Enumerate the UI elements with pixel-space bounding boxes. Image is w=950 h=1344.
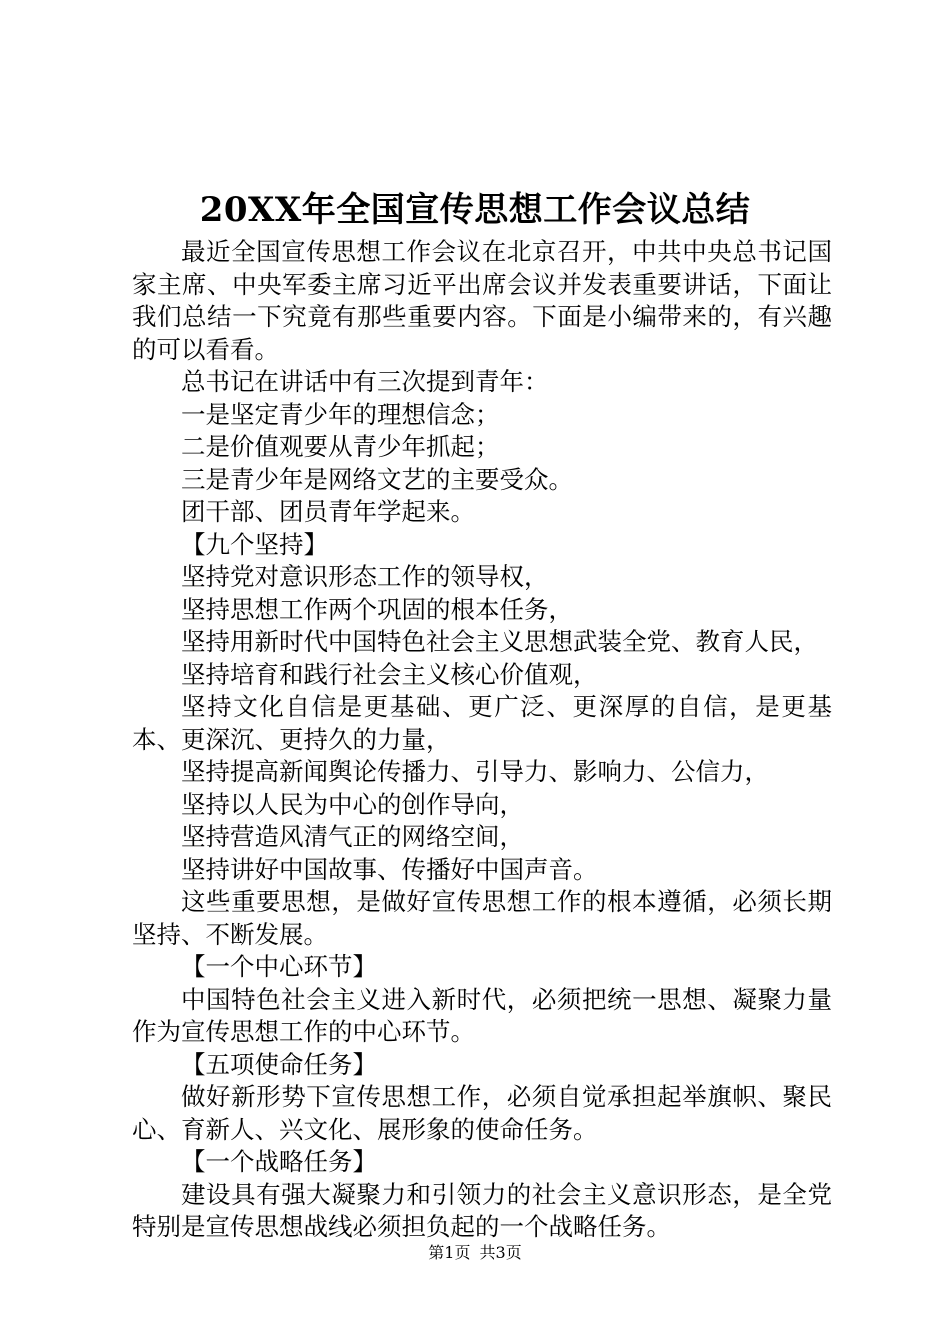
section-heading: 【五项使命任务】 bbox=[181, 1049, 377, 1079]
paragraph: 最近全国宣传思想工作会议在北京召开，中共中央总书记国家主席、中央军委主席习近平出席会议并发表重要讲话，下面让我们总结一下究竟有那些重要内容。下面是小编带来的，有兴趣的可以看看。 bbox=[132, 237, 832, 364]
document-title: 20XX年全国宣传思想工作会议总结 bbox=[199, 190, 751, 230]
paragraph: 坚持提高新闻舆论传播力、引导力、影响力、公信力， bbox=[181, 757, 769, 786]
page-total: 共3页 bbox=[479, 1243, 522, 1262]
paragraph: 三是青少年是网络文艺的主要受众。 bbox=[181, 464, 573, 494]
section-heading: 【一个中心环节】 bbox=[181, 952, 377, 981]
page-number: 第1页 bbox=[428, 1243, 471, 1262]
paragraph: 建设具有强大凝聚力和引领力的社会主义意识形态，是全党特别是宣传思想战线必须担负起的一个战略任务。 bbox=[132, 1179, 832, 1241]
document-body bbox=[132, 236, 832, 1244]
paragraph: 坚持党对意识形态工作的领导权， bbox=[181, 562, 549, 591]
page-footer bbox=[0, 1242, 950, 1264]
paragraph: 总书记在讲话中有三次提到青年： bbox=[181, 367, 549, 396]
section-heading: 【九个坚持】 bbox=[181, 529, 328, 559]
paragraph: 坚持文化自信是更基础、更广泛、更深厚的自信，是更基本、更深沉、更持久的力量， bbox=[132, 692, 832, 754]
paragraph: 坚持讲好中国故事、传播好中国声音。 bbox=[181, 854, 598, 884]
paragraph: 中国特色社会主义进入新时代，必须把统一思想、凝聚力量作为宣传思想工作的中心环节。 bbox=[132, 984, 832, 1046]
paragraph: 坚持用新时代中国特色社会主义思想武装全党、教育人民， bbox=[181, 627, 818, 656]
paragraph: 团干部、团员青年学起来。 bbox=[181, 497, 475, 526]
section-heading: 【一个战略任务】 bbox=[181, 1147, 377, 1176]
paragraph: 一是坚定青少年的理想信念； bbox=[181, 399, 500, 429]
paragraph: 这些重要思想，是做好宣传思想工作的根本遵循，必须长期坚持、不断发展。 bbox=[132, 887, 832, 949]
paragraph: 坚持培育和践行社会主义核心价值观， bbox=[181, 659, 598, 689]
paragraph: 坚持以人民为中心的创作导向， bbox=[181, 789, 524, 819]
paragraph: 坚持思想工作两个巩固的根本任务， bbox=[181, 594, 573, 624]
paragraph: 坚持营造风清气正的网络空间， bbox=[181, 822, 524, 851]
paragraph: 做好新形势下宣传思想工作，必须自觉承担起举旗帜、聚民心、育新人、兴文化、展形象的使命任务。 bbox=[132, 1082, 832, 1144]
paragraph: 二是价值观要从青少年抓起； bbox=[181, 432, 500, 461]
